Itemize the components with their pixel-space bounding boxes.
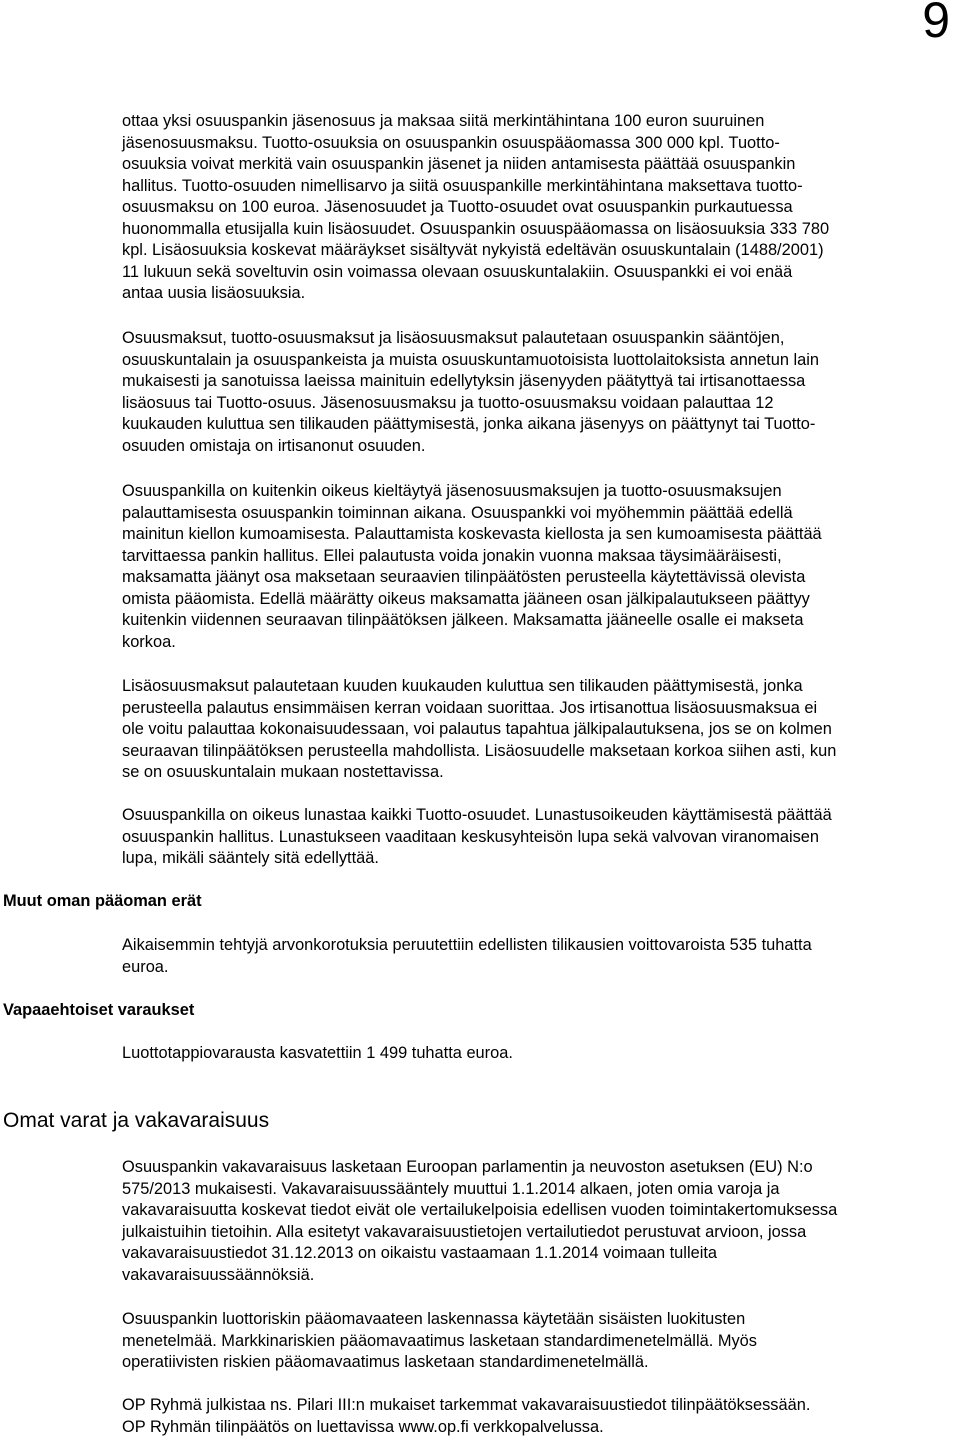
paragraph-osuusmaksut-palautus: Osuusmaksut, tuotto-osuusmaksut ja lisäosuusmaksut palautetaan osuuspankin sääntöjen, osuuskuntalain ja osuuspankeista ja muista osuuskuntamuotoisista luottolaitoksista annetun lain mukaisesti ja sanotuissa laeissa mainituin edellytyksin jäsenyyden päätyttyä tai irtisanottaessa lisäosuus tai Tuotto-osuus. Jäsenosuusmaksu ja tuotto-osuusmaksu voidaan palauttaa 12 kuukauden kuluttua sen tilikauden päättymisestä, jonka aikana jäsenyys on päättynyt tai Tuotto- osuuden omistaja on irtisanonut osuuden.	[122, 329, 820, 455]
paragraph-lunastus: Osuuspankilla on oikeus lunastaa kaikki Tuotto-osuudet. Lunastusoikeuden käyttämisestä päättää osuuspankin hallitus. Lunastukseen vaaditaan keskusyhteisön lupa sekä valvovan viranomaisen lupa, mikäli sääntely sitä edellyttää.	[122, 806, 832, 867]
heading-muut-oman-paaoman-erat: Muut oman pääoman erät	[3, 892, 202, 910]
paragraph-palautuskielto: Osuuspankilla on kuitenkin oikeus kieltäytyä jäsenosuusmaksujen ja tuotto-osuusmaksujen palauttamisesta osuuspankin toiminnan aikana. Osuuspankki voi myöhemmin päättää edellä mainitun kiellon kumoamisesta. Palauttamista koskevasta kiellosta ja sen kumoamisesta päättää tarvittaessa pankin hallitus. Ellei palautusta voida jonakin vuonna maksaa täysimääräisesti, maksamatta jäänyt osa maksetaan seuraavien tilinpäätösten perusteella käytettävissä olevista omista pääomista. Edellä määrätty oikeus maksamatta jääneen osan jälkipalautukseen päättyy kuitenkin viidennen seuraavan tilinpäätöksen jälkeen. Maksamatta jääneelle osalle ei makseta korkoa.	[122, 482, 822, 651]
paragraph-paaomavaade: Osuuspankin luottoriskin pääomavaateen laskennassa käytetään sisäisten luokitusten menetelmää. Markkinariskien pääomavaatimus lasketaan standardimenetelmällä. Myös operatiivisten riskien pääomavaatimus lasketaan standardimenetelmällä.	[122, 1310, 757, 1371]
page-number: 9	[922, 0, 950, 48]
paragraph-osuudet: ottaa yksi osuuspankin jäsenosuus ja maksaa siitä merkintähintana 100 euron suuruinen jäsenosuusmaksu. Tuotto-osuuksia on osuuspankin osuuspääomassa 300 000 kpl. Tuotto- osuuksia voivat merkitä vain osuuspankin jäsenet ja niiden antamisesta päättää osuuspankin hallitus. Tuotto-osuuden nimellisarvo ja siitä osuuspankille merkintähintana maksettava tuotto- osuusmaksu on 100 euroa. Jäsenosuudet ja Tuotto-osuudet ovat osuuspankin purkautuessa huonommalla etusijalla kuin lisäosuudet. Osuuspankin osuuspääomassa on lisäosuuksia 333 780 kpl. Lisäosuuksia koskevat määräykset sisältyvät nykyistä edeltävän osuuskuntalain (1488/2001) 11 lukuun sekä soveltuvin osin voimassa olevaan osuuskuntalakiin. Osuuspankki ei voi enää antaa uusia lisäosuuksia.	[122, 112, 830, 302]
paragraph-pilari-iii: OP Ryhmä julkistaa ns. Pilari III:n mukaiset tarkemmat vakavaraisuustiedot tilinpäätöksessään. OP Ryhmän tilinpäätös on luettavissa www.op.fi verkkopalvelussa.	[122, 1396, 811, 1436]
paragraph-arvonkorotukset: Aikaisemmin tehtyjä arvonkorotuksia peruutettiin edellisten tilikausien voittovaroista 535 tuhatta euroa.	[122, 936, 812, 976]
paragraph-lisaosuusmaksut: Lisäosuusmaksut palautetaan kuuden kuukauden kuluttua sen tilikauden päättymisestä, jonka perusteella palautus ensimmäisen kerran voidaan suorittaa. Jos irtisanottua lisäosuusmaksua ei ole voitu palauttaa kokonaisuudessaan, voi palautus tapahtua jälkipalautuksena, jos se on kolmen seuraavan tilinpäätöksen perusteella mahdollista. Lisäosuudelle maksetaan korkoa siihen asti, kun se on osuuskuntalain mukaan nostettavissa.	[122, 677, 837, 781]
paragraph-luottotappiovaraus: Luottotappiovarausta kasvatettiin 1 499 tuhatta euroa.	[122, 1044, 513, 1062]
heading-vapaaehtoiset-varaukset: Vapaaehtoiset varaukset	[3, 1001, 195, 1019]
paragraph-vakavaraisuus: Osuuspankin vakavaraisuus lasketaan Euroopan parlamentin ja neuvoston asetuksen (EU) N:o 575/2013 mukaisesti. Vakavaraisuussääntely muuttui 1.1.2014 alkaen, joten omia varoja ja vakavaraisuutta koskevat tiedot eivät ole vertailukelpoisia edellisen vuoden toimintakertomuksessa julkaistuihin tietoihin. Alla esitetyt vakavaraisuustietojen vertailutiedot perustuvat arvioon, jossa vakavaraisuustiedot 31.12.2013 on oikaistu vastaamaan 1.1.2014 voimaan tulleita vakavaraisuussäännöksiä.	[122, 1158, 838, 1284]
heading-omat-varat-ja-vakavaraisuus: Omat varat ja vakavaraisuus	[3, 1109, 270, 1132]
